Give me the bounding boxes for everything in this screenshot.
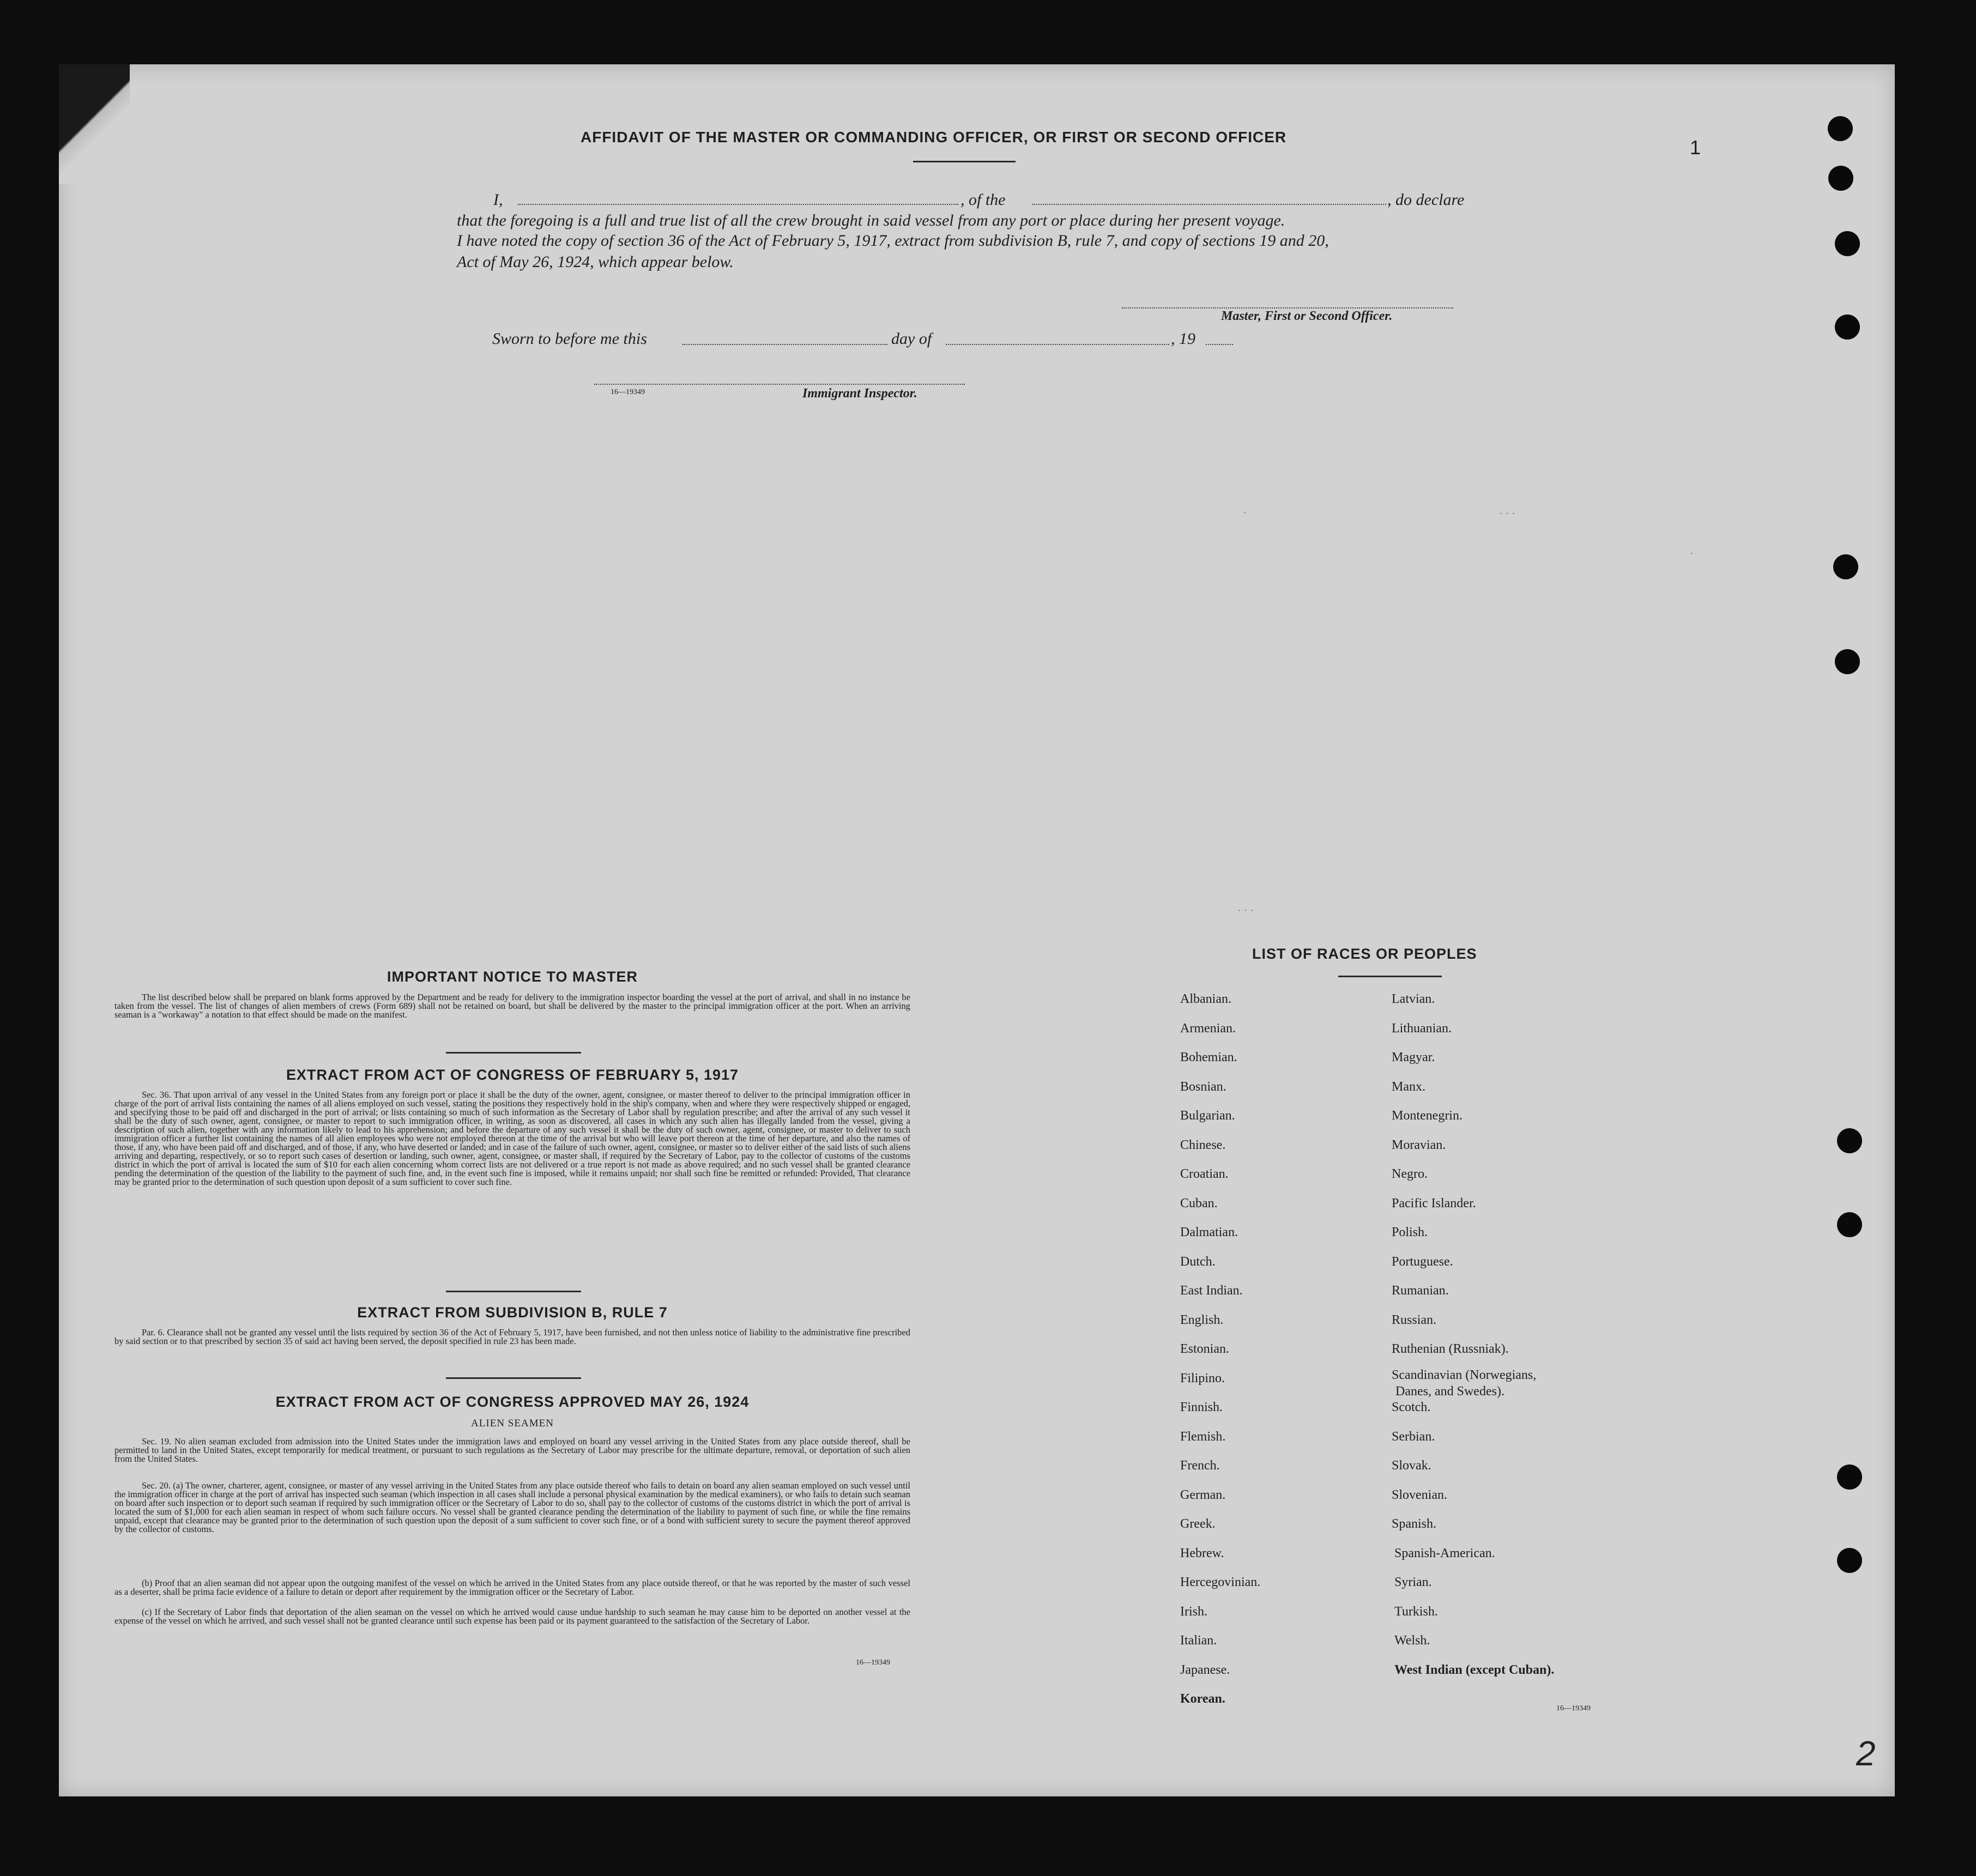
inspector-line: [594, 376, 965, 385]
race-item: Serbian.: [1392, 1429, 1435, 1444]
sworn-day-blank: [682, 336, 887, 345]
race-item: West Indian (except Cuban).: [1394, 1662, 1555, 1677]
affidavit-line4: Act of May 26, 1924, which appear below.: [457, 253, 734, 271]
race-item: Spanish.: [1392, 1517, 1437, 1531]
sec20a-text: Sec. 20. (a) The owner, charterer, agent, consignee, or master of any vessel arriving in the United States from any place outside thereof who fails to detain on board any alien seaman employed on such vessel until the immigration officer in charge at the port of arrival has inspected such seaman (which inspection in all cases shall include a personal physical examination by the medical examiners), or who fails to detain such seaman on board after such inspection or to deport such seaman if required by such immigration officer or the Secretary of Labor to do so, shall pay to the collector of customs of the customs district in which the port of arrival is located the sum of $1,000 for each alien seaman in respect of whom such failure occurs. No vessel shall be granted clearance pending the determination of the liability to payment of such fine, or while the fine remains unpaid, except that clearance may be granted prior to the determination of such question upon the deposit of a sum sufficient to cover such fine, or of a bond with sufficient surety to secure the payment thereof approved by the collector of customs.: [114, 1480, 910, 1534]
punch-hole: [1837, 1465, 1862, 1490]
race-item: Bulgarian.: [1180, 1109, 1235, 1123]
notice-title: IMPORTANT NOTICE TO MASTER: [387, 969, 638, 985]
sworn-month-blank: [946, 336, 1169, 345]
race-item: Lithuanian.: [1392, 1021, 1452, 1036]
race-item: Magyar.: [1392, 1050, 1435, 1064]
race-item: Turkish.: [1394, 1604, 1438, 1619]
race-item: Dalmatian.: [1180, 1225, 1238, 1239]
race-item: Greek.: [1180, 1517, 1216, 1531]
race-item: Welsh.: [1394, 1633, 1430, 1648]
rule7-title: EXTRACT FROM SUBDIVISION B, RULE 7: [357, 1304, 668, 1321]
punch-hole: [1837, 1212, 1862, 1237]
race-item: Slovenian.: [1392, 1487, 1447, 1502]
affidavit-line2: that the foregoing is a full and true list of all the crew brought in said vessel from any port or place during her present voyage.: [457, 211, 1285, 229]
punch-hole: [1837, 1548, 1862, 1573]
extract-1924-subtitle: ALIEN SEAMEN: [471, 1418, 554, 1429]
race-item: Bohemian.: [1180, 1050, 1237, 1064]
race-item: Hebrew.: [1180, 1546, 1224, 1560]
affidavit-declare: , do declare: [1387, 191, 1465, 209]
race-item: Irish.: [1180, 1604, 1207, 1619]
signature-line: [1122, 298, 1453, 308]
race-item: Filipino.: [1180, 1371, 1225, 1385]
race-item: Dutch.: [1180, 1254, 1216, 1269]
race-item: Finnish.: [1180, 1400, 1223, 1414]
form-number-bottom: 16—19349: [856, 1659, 890, 1667]
race-item: Latvian.: [1392, 992, 1435, 1006]
race-item: East Indian.: [1180, 1284, 1243, 1298]
race-item: Cuban.: [1180, 1196, 1218, 1211]
bleed-mark: ·: [1690, 548, 1694, 560]
race-item: Scandinavian (Norwegians,: [1392, 1367, 1537, 1382]
race-item: Hercegovinian.: [1180, 1575, 1261, 1589]
bleed-mark: · · ·: [1237, 905, 1254, 917]
vessel-blank: [1032, 196, 1386, 205]
title-rule: [913, 161, 1016, 162]
races-title: LIST OF RACES OR PEOPLES: [1252, 946, 1477, 962]
race-item: Syrian.: [1394, 1575, 1432, 1589]
race-item: Estonian.: [1180, 1342, 1229, 1356]
rule7-text: Par. 6. Clearance shall not be granted any vessel until the lists required by section 36 of the Act of February 5, 1917, have been furnished, and not then unless notice of liability to the administrative fine prescribed by said section or to that prescribed by section 35 of said act having been served, the deposit specified in rule 23 has been made.: [114, 1327, 910, 1346]
race-item: Chinese.: [1180, 1137, 1226, 1152]
signature-label: Master, First or Second Officer.: [1221, 309, 1393, 323]
race-item: Italian.: [1180, 1633, 1217, 1648]
race-item: Manx.: [1392, 1079, 1425, 1094]
race-item: Flemish.: [1180, 1429, 1226, 1444]
name-blank: [518, 196, 958, 205]
race-item: German.: [1180, 1487, 1226, 1502]
punch-hole: [1835, 314, 1860, 340]
sec19-text: Sec. 19. No alien seaman excluded from admission into the United States under the immigration laws and employed on board any vessel arriving in the United States from any place outside thereof, shall be permitted to land in the United States, except temporarily for medical treatment, or pursuant to such regulations as the Secretary of Labor may prescribe for the ultimate departure, removal, or deportation of such alien from the United States.: [114, 1436, 910, 1464]
race-item: French.: [1180, 1459, 1220, 1473]
punch-hole: [1833, 554, 1858, 579]
punch-hole: [1837, 1128, 1862, 1153]
race-item: Polish.: [1392, 1225, 1428, 1239]
race-item: Portuguese.: [1392, 1254, 1453, 1269]
rule7-rule: [446, 1377, 581, 1379]
sworn-prefix: Sworn to before me this: [492, 330, 647, 348]
margin-mark-bottom: 2: [1856, 1734, 1876, 1773]
bleed-mark: · · ·: [1499, 508, 1515, 520]
folded-corner: [59, 64, 130, 184]
races-rule: [1338, 976, 1442, 977]
race-item: Bosnian.: [1180, 1079, 1226, 1094]
race-item: English.: [1180, 1312, 1224, 1327]
race-item: Danes, and Swedes).: [1395, 1384, 1504, 1399]
margin-mark-top: 1: [1690, 136, 1701, 159]
extract-1924-title: EXTRACT FROM ACT OF CONGRESS APPROVED MAY 26, 1924: [275, 1394, 750, 1410]
race-item: Croatian.: [1180, 1167, 1229, 1181]
race-item: Spanish-American.: [1394, 1546, 1495, 1560]
extract-1917-text: Sec. 36. That upon arrival of any vessel in the United States from any foreign port or place it shall be the duty of the owner, agent, consignee, or master thereof to deliver to the principal immigration officer in charge of the port of arrival lists containing the names of all aliens employed on such vessel, stating the positions they respectively hold in the ship's company, when and where they were respectively shipped or engaged, and specifying those to be paid off and discharged in the port of arrival; or lists containing so much of such information as the Secretary of Labor shall by regulation prescribe; and after the arrival of any such vessel it shall be the duty of such owner, agent, consignee, or master to report to such immigration officer, in writing, as soon as discovered, all cases in which any such alien has illegally landed from the vessel, giving a description of such alien, together with any information likely to lead to his apprehension; and before the departure of any such vessel it shall be the duty of such owner, agent, consignee, or master to deliver to such immigration officer a further list containing the names of all alien employees who were not employed thereon at the time of the arrival but who will leave port thereon at the time of her departure, and also the names of those, if any, who have been paid off and discharged, and of those, if any, who have deserted or landed; and in case of the failure of such owner, agent, consignee, or master so to deliver either of the said lists of such aliens arriving and departing, respectively, or so to report such cases of desertion or landing, such owner, agent, consignee, or master shall, if required by the Secretary of Labor, pay to the collector of customs of the customs district in which the port of arrival is located the sum of $10 for each alien concerning whom correct lists are not delivered or a true report is not made as above required; and no such vessel shall be granted clearance pending the determination of the question of the liability to the payment of such fine, and, in the event such fine is imposed, while it remains unpaid; nor shall such fine be remitted or refunded: Provided, That clearance may be granted prior to the determination of such question upon deposit of a sum sufficient to cover such fine.: [114, 1090, 910, 1187]
form-number-top: 16—19349: [611, 388, 645, 396]
punch-hole: [1835, 649, 1860, 674]
race-item: Russian.: [1392, 1312, 1437, 1327]
race-item: Ruthenian (Russniak).: [1392, 1342, 1509, 1356]
sworn-year-blank: [1206, 336, 1233, 345]
extract-1917-title: EXTRACT FROM ACT OF CONGRESS OF FEBRUARY 5, 1917: [286, 1067, 739, 1083]
race-item: Slovak.: [1392, 1459, 1431, 1473]
races-form-number: 16—19349: [1556, 1704, 1591, 1712]
punch-hole: [1835, 231, 1860, 256]
race-item: Scotch.: [1392, 1400, 1431, 1414]
race-item: Rumanian.: [1392, 1284, 1449, 1298]
document-sheet: [59, 64, 1895, 1796]
race-item: Japanese.: [1180, 1662, 1230, 1677]
race-item: Negro.: [1392, 1167, 1428, 1181]
notice-rule: [446, 1052, 581, 1054]
race-item: Pacific Islander.: [1392, 1196, 1476, 1211]
notice-text: The list described below shall be prepared on blank forms approved by the Department and be ready for delivery to the immigration inspector boarding the vessel at the port of arrival, and shall in no instance be taken from the vessel. The list of changes of alien members of crews (Form 689) shall not be retained on board, but shall be delivered by the master to the principal immigration officer at the port. When an arriving seaman is a "workaway" a notation to that effect should be made on the manifest.: [114, 992, 910, 1020]
inspector-label: Immigrant Inspector.: [802, 386, 917, 401]
race-item: Montenegrin.: [1392, 1109, 1463, 1123]
bleed-mark: ·: [1243, 507, 1247, 519]
affidavit-title: AFFIDAVIT OF THE MASTER OR COMMANDING OFFICER, OR FIRST OR SECOND OFFICER: [581, 129, 1287, 146]
race-item: Armenian.: [1180, 1021, 1236, 1036]
affidavit-i: I,: [493, 191, 503, 209]
punch-hole: [1828, 116, 1853, 141]
race-item: Korean.: [1180, 1692, 1225, 1706]
sworn-year: , 19: [1171, 330, 1195, 348]
race-item: Moravian.: [1392, 1137, 1446, 1152]
sec20c-text: (c) If the Secretary of Labor finds that deportation of the alien seaman on the vessel on which he arrived would cause undue hardship to such seaman he may cause him to be deported on another vessel at the expense of the vessel on which he arrived, and such vessel shall not be granted clearance until such expense has been paid or its payment guaranteed to the satisfaction of the Secretary of Labor.: [114, 1607, 910, 1626]
punch-hole: [1828, 166, 1853, 191]
extract-1917-rule: [446, 1291, 581, 1292]
race-item: Albanian.: [1180, 992, 1231, 1006]
sec20b-text: (b) Proof that an alien seaman did not appear upon the outgoing manifest of the vessel on which he arrived in the United States from any place outside thereof, or that he was reported by the master of such vessel as a deserter, shall be prima facie evidence of a failure to detain or deport after requirement by the immigration officer or the Secretary of Labor.: [114, 1578, 910, 1597]
affidavit-of-the: , of the: [960, 191, 1006, 209]
sworn-day: day of: [891, 330, 932, 348]
affidavit-line3: I have noted the copy of section 36 of the Act of February 5, 1917, extract from subdivision B, rule 7, and copy of sections 19 and 20,: [457, 232, 1329, 250]
